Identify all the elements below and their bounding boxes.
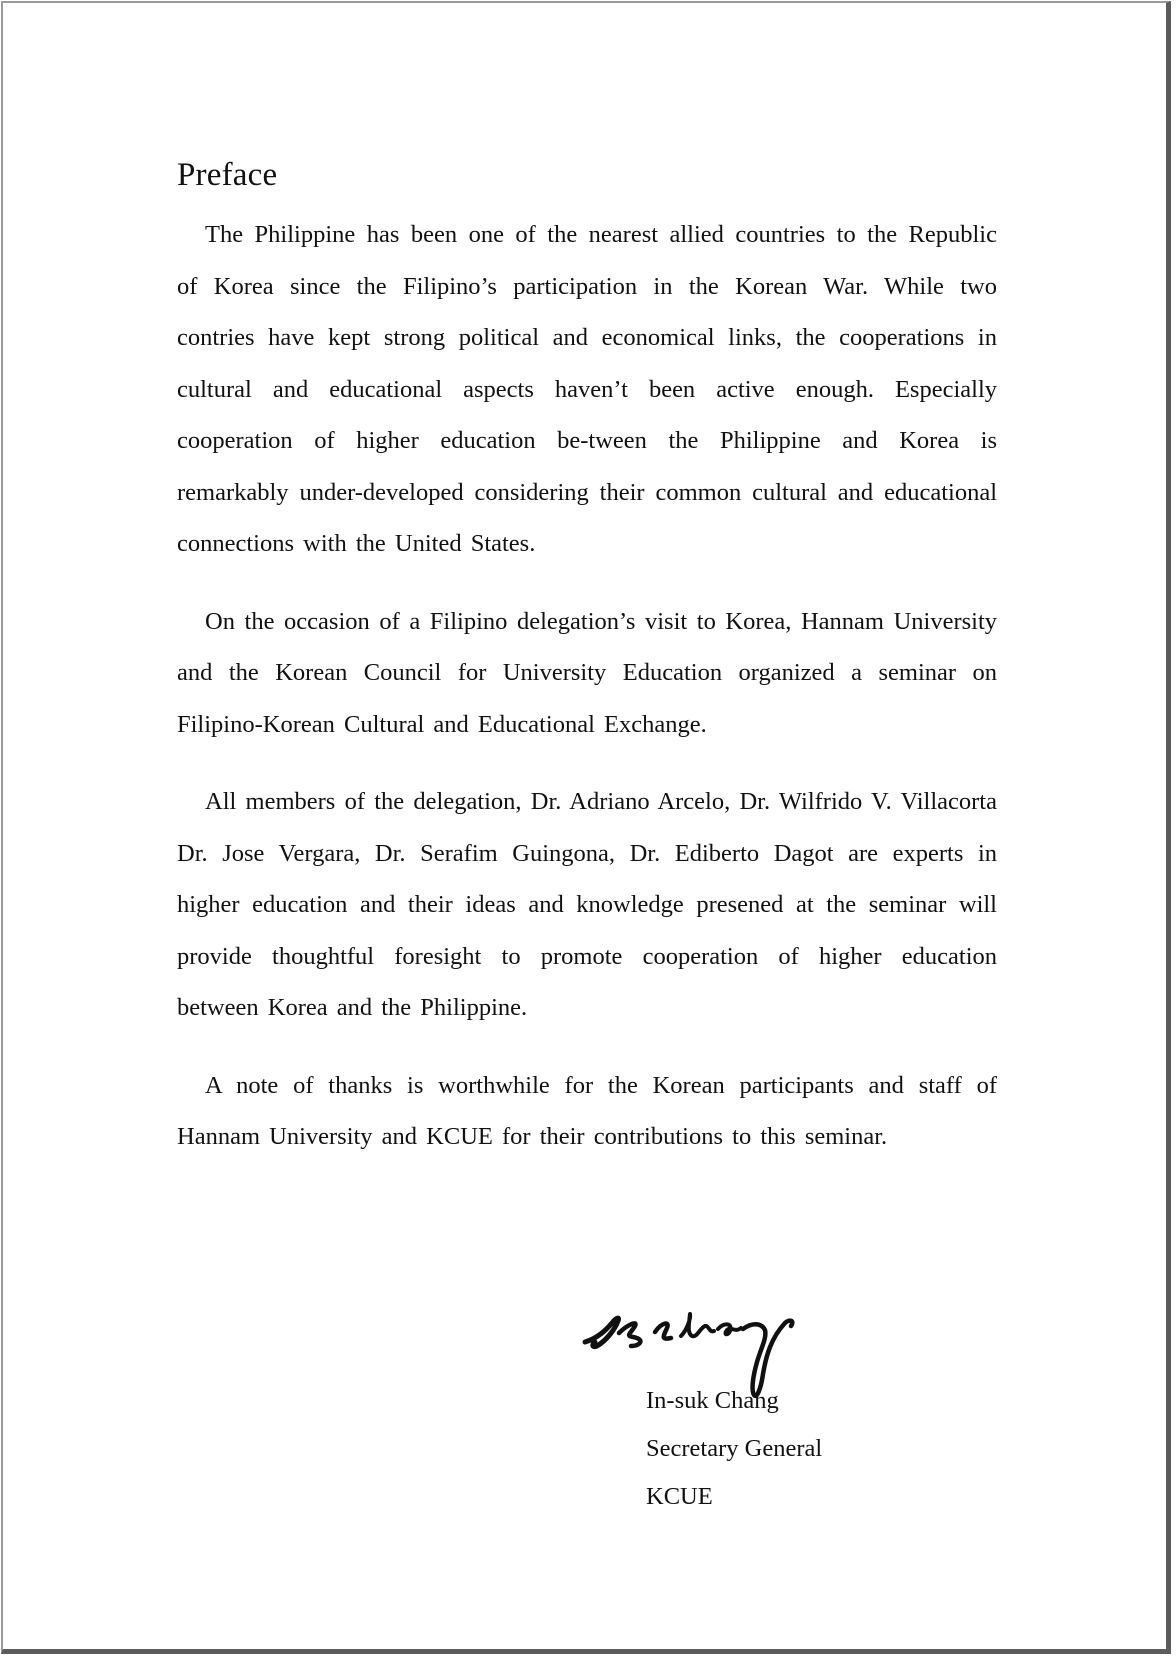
paragraph-3: All members of the delegation, Dr. Adriano Arcelo, Dr. Wilfrido V. Villacorta Dr. Jose Vergara, Dr. Serafim Guingona, Dr. Ediberto Dagot are experts in higher education and their ideas and knowledge presened at the seminar will provide thoughtful foresight to promote cooperation of higher education between Korea and the Philippine. bbox=[177, 788, 997, 1021]
signatory-position: Secretary General bbox=[646, 1435, 823, 1462]
page-title: Preface bbox=[177, 157, 278, 193]
paragraph-1: The Philippine has been one of the nearest allied countries to the Republic of Korea since the Filipino’s participation in the Korean War. While two contries have kept strong political and economical links, the cooperations in cultural and educational aspects haven’t been active enough. Especially cooperation of higher education be-tween the Philippine and Korea is remarkably under-developed considering their common cultural and educational connections with the United States. bbox=[177, 221, 997, 557]
document-body bbox=[177, 153, 997, 1189]
signature-block bbox=[608, 1303, 908, 1510]
paragraph-4: A note of thanks is worthwhile for the Korean participants and staff of Hannam University and KCUE for their contributions to this seminar. bbox=[177, 1071, 997, 1150]
signatory-organization: KCUE bbox=[646, 1483, 713, 1510]
paragraph-2: On the occasion of a Filipino delegation’s visit to Korea, Hannam University and the Korean Council for University Education organized a seminar on Filipino-Korean Cultural and Educational Exchange. bbox=[177, 607, 997, 738]
signatory-name: In-suk Chang bbox=[646, 1387, 779, 1414]
document-page bbox=[1, 1, 1171, 1654]
